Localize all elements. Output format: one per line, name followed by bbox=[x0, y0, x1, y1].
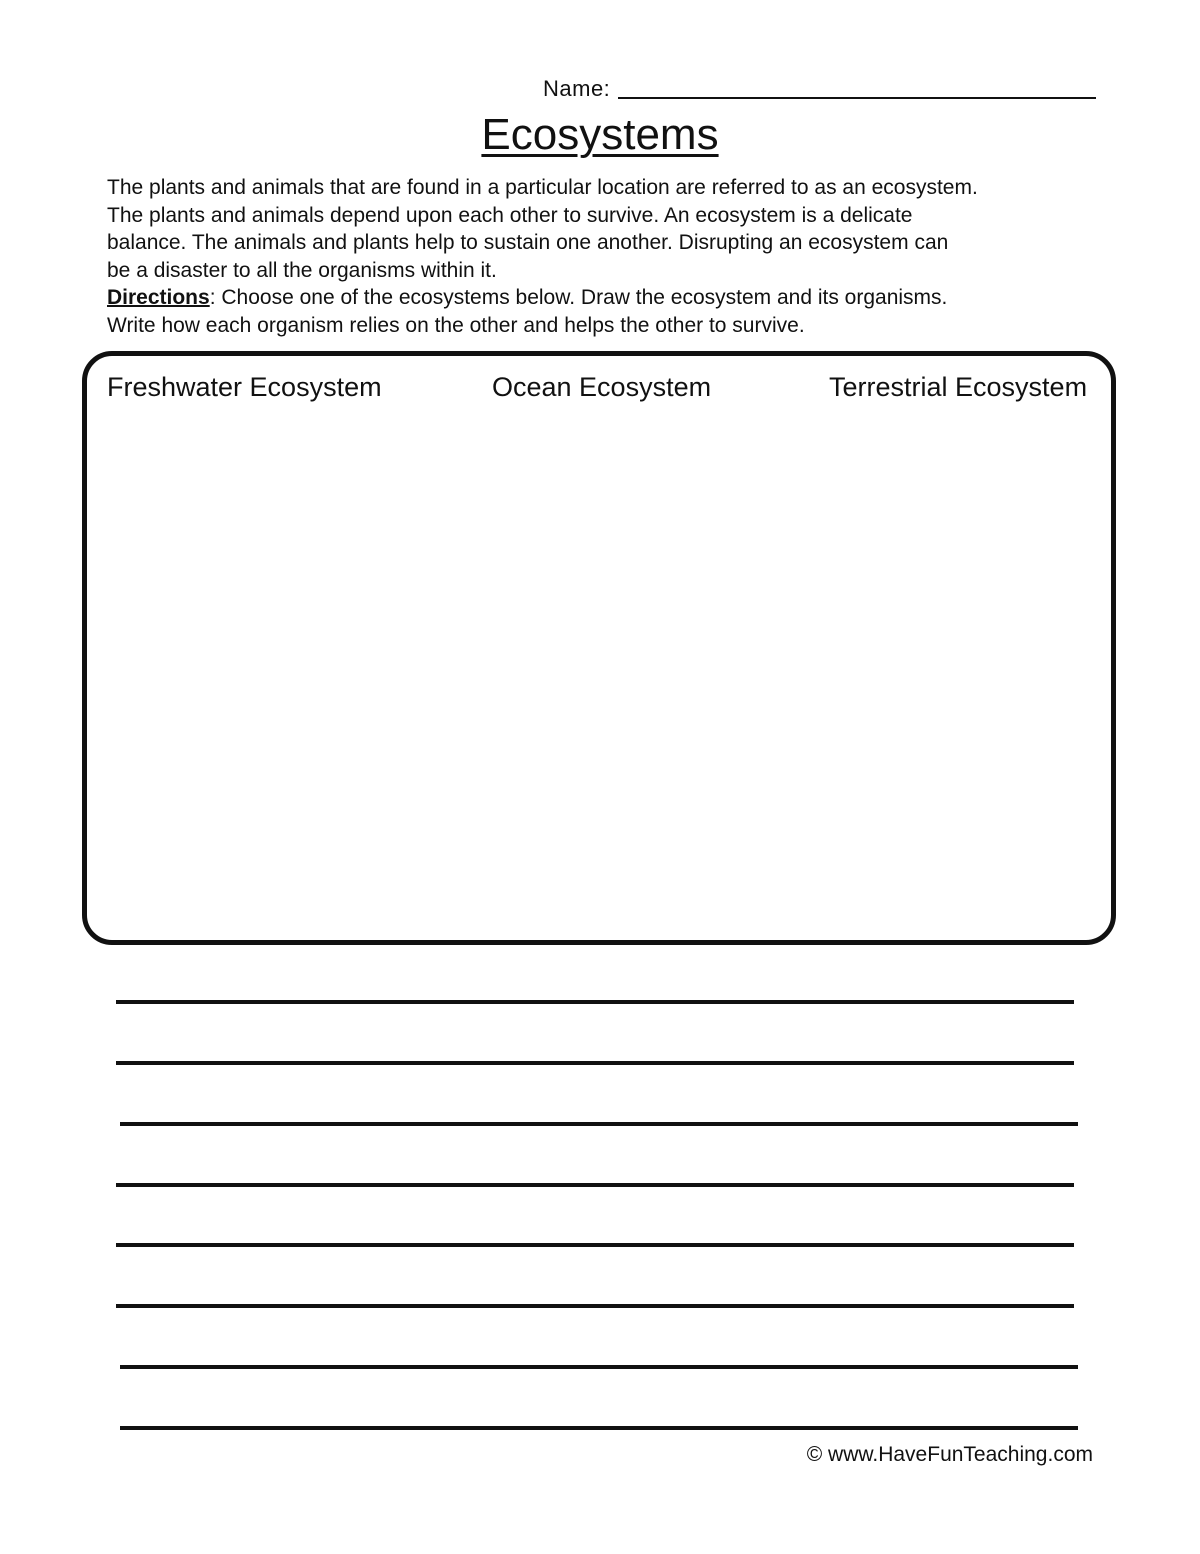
page-title-text: Ecosystems bbox=[481, 110, 719, 159]
drawing-box[interactable] bbox=[82, 351, 1116, 945]
intro-line: balance. The animals and plants help to sustain one another. Disrupting an ecosystem can bbox=[107, 231, 949, 254]
directions-line bbox=[107, 284, 1107, 312]
directions-line-1: : Choose one of the ecosystems below. Draw the ecosystem and its organisms. bbox=[209, 286, 948, 309]
intro-line: The plants and animals depend upon each other to survive. An ecosystem is a delicate bbox=[107, 203, 913, 227]
writing-line[interactable] bbox=[120, 1426, 1078, 1430]
ecosystem-option-terrestrial: Terrestrial Ecosystem bbox=[829, 372, 1088, 402]
copyright-footer: © www.HaveFunTeaching.com bbox=[806, 1443, 1093, 1466]
directions-label: Directions bbox=[107, 286, 210, 309]
ecosystem-option-ocean: Ocean Ecosystem bbox=[492, 372, 712, 402]
writing-line[interactable] bbox=[116, 1183, 1074, 1187]
ecosystem-option-freshwater: Freshwater Ecosystem bbox=[107, 372, 382, 402]
intro-text bbox=[107, 174, 1107, 284]
name-label: Name: bbox=[543, 76, 611, 101]
intro-line: The plants and animals that are found in a particular location are referred to as an ecosystem. bbox=[107, 176, 978, 199]
intro-line: be a disaster to all the organisms within it. bbox=[107, 258, 497, 282]
directions-text bbox=[107, 284, 1107, 339]
name-blank-line[interactable] bbox=[618, 97, 1096, 99]
directions-line-2: Write how each organism relies on the other and helps the other to survive. bbox=[107, 313, 805, 337]
writing-line[interactable] bbox=[120, 1122, 1078, 1126]
name-field bbox=[543, 70, 1096, 102]
intro-paragraph bbox=[107, 174, 1107, 339]
writing-line[interactable] bbox=[120, 1365, 1078, 1369]
writing-line[interactable] bbox=[116, 1000, 1074, 1004]
page-title bbox=[0, 108, 1200, 162]
writing-line[interactable] bbox=[116, 1304, 1074, 1308]
writing-line[interactable] bbox=[116, 1061, 1074, 1065]
writing-line[interactable] bbox=[116, 1243, 1074, 1247]
